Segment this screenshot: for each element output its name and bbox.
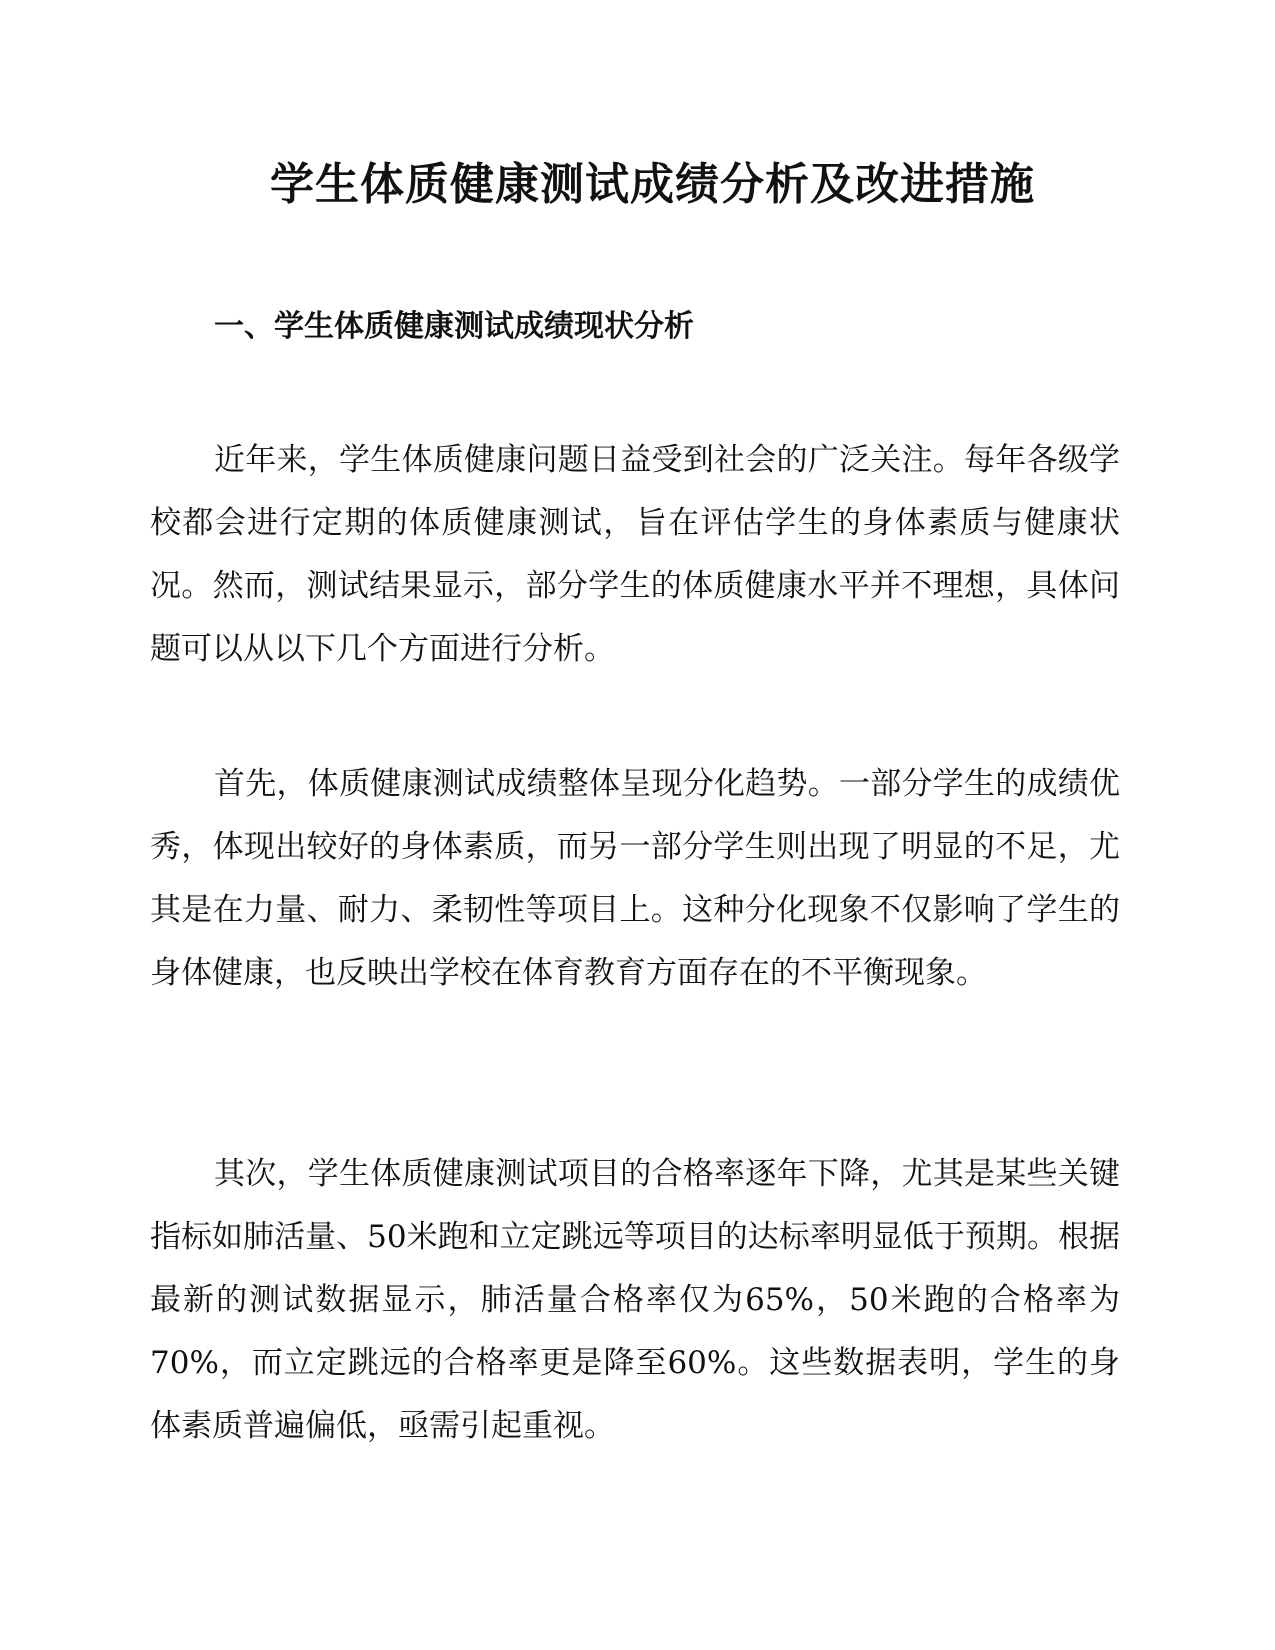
section-heading: 一、学生体质健康测试成绩现状分析 (214, 309, 694, 344)
page-title: 学生体质健康测试成绩分析及改进措施 (270, 159, 1035, 210)
paragraph-intro: 近年来，学生体质健康问题日益受到社会的广泛关注。每年各级学校都会进行定期的体质健康测试，旨在评估学生的身体素质与健康状况。然而，测试结果显示，部分学生的体质健康水平并不理想，具体问题可以从以下几个方面进行分析。 (150, 442, 1120, 667)
paragraph-first: 首先，体质健康测试成绩整体呈现分化趋势。一部分学生的成绩优秀，体现出较好的身体素质，而另一部分学生则出现了明显的不足，尤其是在力量、耐力、柔韧性等项目上。这种分化现象不仅影响了学生的身体健康，也反映出学校在体育教育方面存在的不平衡现象。 (150, 766, 1120, 991)
paragraph-second: 其次，学生体质健康测试项目的合格率逐年下降，尤其是某些关键指标如肺活量、50米跑和立定跳远等项目的达标率明显低于预期。根据最新的测试数据显示，肺活量合格率仅为65%，50米跑的合格率为70%，而立定跳远的合格率更是降至60%。这些数据表明，学生的身体素质普遍偏低，亟需引起重视。 (150, 1156, 1120, 1444)
